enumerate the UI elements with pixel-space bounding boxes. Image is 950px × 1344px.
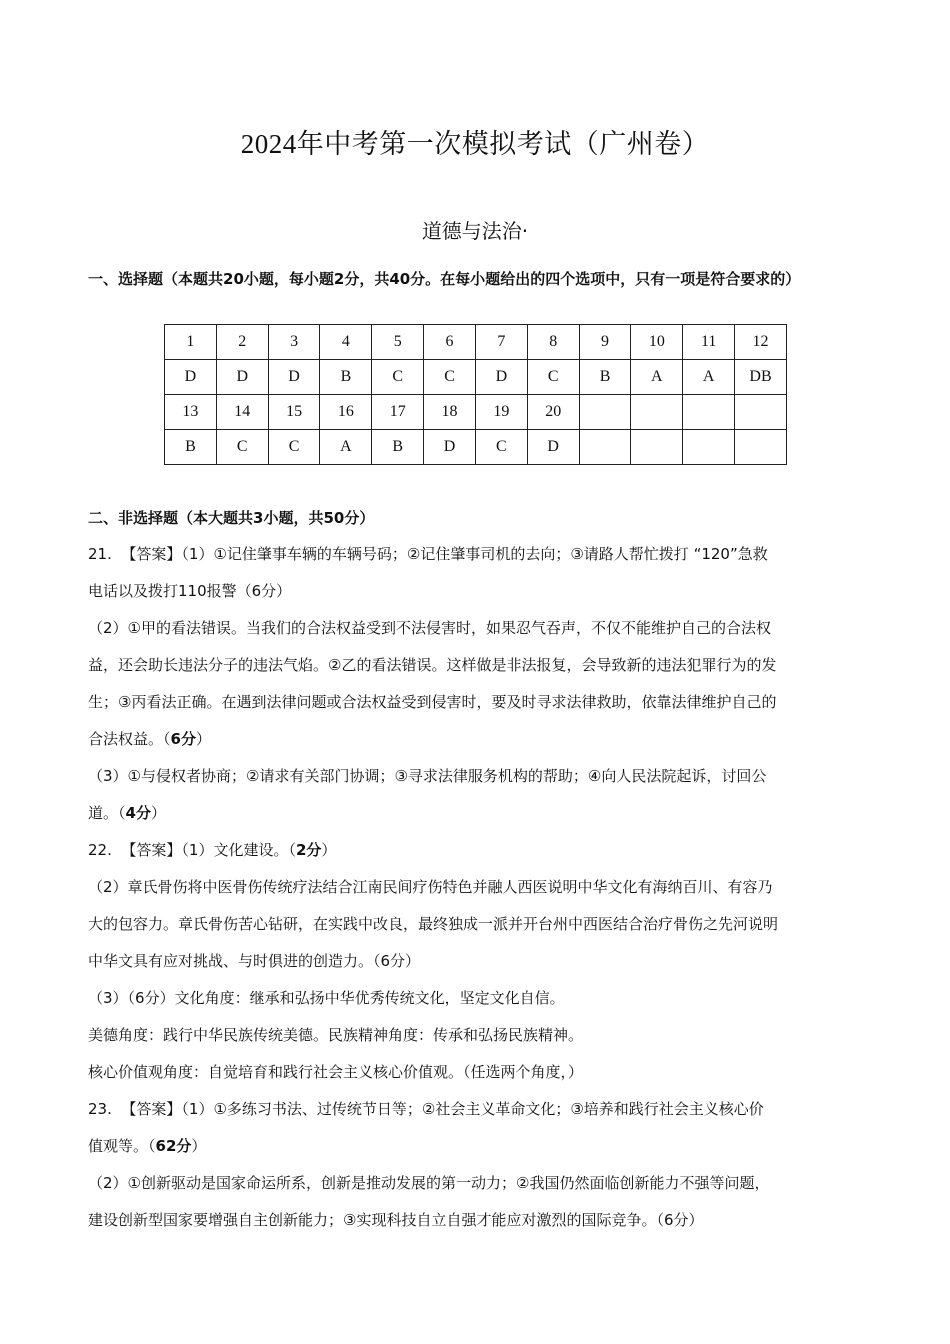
answer-table-cell: 2 bbox=[216, 325, 268, 360]
q21-line-7: （3）①与侵权者协商；②请求有关部门协调；③寻求法律服务机构的帮助；④向人民法院起诉，讨回公 bbox=[88, 767, 767, 785]
q21-line-4: 益，还会助长违法分子的违法气焰。②乙的看法错误。这样做是非法报复，会导致新的违法犯罪行为的发 bbox=[88, 656, 777, 674]
q23-p1b-end: ） bbox=[191, 1137, 207, 1155]
q23-line-4: 建设创新型国家要增强自主创新能力；③实现科技自立自强才能应对激烈的国际竞争。（6分） bbox=[88, 1211, 704, 1229]
answer-table-cell: 14 bbox=[216, 395, 268, 430]
q22-tag: 【答案】 bbox=[121, 841, 182, 859]
answer-table-cell: A bbox=[320, 430, 372, 465]
answer-table-cell: DB bbox=[735, 360, 787, 395]
q22-p1-end: ） bbox=[321, 841, 337, 859]
answer-table-cell: 11 bbox=[683, 325, 735, 360]
answer-table-cell: D bbox=[475, 360, 527, 395]
answer-table-cell: B bbox=[579, 360, 631, 395]
q22-line-7: 核心价值观角度：自觉培育和践行社会主义核心价值观。（任选两个角度，） bbox=[88, 1063, 584, 1081]
answer-table-cell bbox=[683, 395, 735, 430]
answer-table-cell bbox=[631, 430, 683, 465]
q22-line-5: （3）（6分）文化角度：继承和弘扬中华优秀传统文化，坚定文化自信。 bbox=[88, 989, 565, 1007]
q23-line-1 bbox=[88, 1091, 868, 1128]
answer-table-cell bbox=[735, 395, 787, 430]
answer-table-cell: D bbox=[527, 430, 579, 465]
answer-table-cell bbox=[579, 430, 631, 465]
q21-line-2: 电话以及拨打110报警（6分） bbox=[88, 582, 292, 600]
answer-table-cell: 13 bbox=[165, 395, 217, 430]
q22-line-2: （2）章氏骨伤将中医骨伤传统疗法结合江南民间疗伤特色并融人西医说明中华文化有海纳百川、有容乃 bbox=[88, 878, 773, 896]
answer-table-cell: 10 bbox=[631, 325, 683, 360]
answer-table-cell bbox=[735, 430, 787, 465]
q21-tag: 【答案】 bbox=[121, 545, 182, 563]
answer-table-cell: A bbox=[631, 360, 683, 395]
answer-table-cell: D bbox=[216, 360, 268, 395]
answer-table-cell: D bbox=[165, 360, 217, 395]
q21-line-3: （2）①甲的看法错误。当我们的合法权益受到不法侵害时，如果忍气吞声，不仅不能维护自己的合法权 bbox=[88, 619, 771, 637]
answer-table-cell: 7 bbox=[475, 325, 527, 360]
answer-table bbox=[164, 324, 787, 465]
q21-p3b-score: 4分 bbox=[125, 804, 151, 822]
answer-table-cell: C bbox=[372, 360, 424, 395]
q23-tag: 【答案】 bbox=[121, 1100, 182, 1118]
answer-table-cell: 9 bbox=[579, 325, 631, 360]
q21-line-5: 生；③丙看法正确。在遇到法律问题或合法权益受到侵害时，要及时寻求法律救助，依靠法律维护自己的 bbox=[88, 693, 777, 711]
page-title: 2024年中考第一次模拟考试（广州卷） bbox=[240, 129, 710, 159]
answer-table-cell: C bbox=[475, 430, 527, 465]
answer-table-cell: D bbox=[268, 360, 320, 395]
answer-table-cell: B bbox=[372, 430, 424, 465]
answer-table-row bbox=[165, 430, 787, 465]
q23-line-2 bbox=[88, 1128, 868, 1165]
answer-table-cell: A bbox=[683, 360, 735, 395]
q23-p1b: 值观等。（ bbox=[88, 1137, 156, 1155]
answer-table-cell: 5 bbox=[372, 325, 424, 360]
q23-line-3: （2）①创新驱动是国家命运所系，创新是推动发展的第一动力；②我国仍然面临创新能力不强等问题， bbox=[88, 1174, 770, 1192]
q22-p1-score: 2分 bbox=[295, 841, 322, 859]
q21-number: 21. bbox=[88, 545, 112, 563]
q22-line-4: 中华文具有应对挑战、与时俱进的创造力。（6分） bbox=[88, 952, 421, 970]
q23-number: 23. bbox=[88, 1100, 112, 1118]
answer-table-cell: B bbox=[165, 430, 217, 465]
q22-line-1 bbox=[88, 832, 868, 869]
answer-table-cell: C bbox=[268, 430, 320, 465]
answer-table-cell: 16 bbox=[320, 395, 372, 430]
q22-number: 22. bbox=[88, 841, 112, 859]
answer-table-cell bbox=[579, 395, 631, 430]
q21-line-8 bbox=[88, 795, 868, 832]
q21-p2d: 合法权益。（ bbox=[88, 730, 171, 748]
answer-table-cell: 3 bbox=[268, 325, 320, 360]
q22-p1: （1）文化建设。（ bbox=[181, 841, 296, 859]
answer-table-cell: 8 bbox=[527, 325, 579, 360]
answer-table-cell: 6 bbox=[424, 325, 476, 360]
answer-table-cell: 1 bbox=[165, 325, 217, 360]
answer-table-cell bbox=[631, 395, 683, 430]
answer-table-cell: 4 bbox=[320, 325, 372, 360]
q21-p3b: 道。（ bbox=[88, 804, 126, 822]
answer-table-cell: B bbox=[320, 360, 372, 395]
q21-p1a: （1）①记住肇事车辆的车辆号码；②记住肇事司机的去向；③请路人帮忙拨打 “120”急救 bbox=[181, 545, 768, 563]
answer-table-row bbox=[165, 395, 787, 430]
answers-content bbox=[88, 536, 868, 1239]
answer-table-cell: C bbox=[216, 430, 268, 465]
q21-line-1 bbox=[88, 536, 868, 573]
q23-p1b-score: 62分 bbox=[155, 1137, 192, 1155]
q21-p2d-score: 6分 bbox=[170, 730, 196, 748]
section2-heading: 二、非选择题（本大题共3小题，共50分） bbox=[88, 509, 375, 527]
answer-table-cell: 15 bbox=[268, 395, 320, 430]
q21-p3b-end: ） bbox=[150, 804, 166, 822]
q21-line-6 bbox=[88, 721, 868, 758]
answer-table-cell: 17 bbox=[372, 395, 424, 430]
section1-heading: 一、选择题（本题共20小题，每小题2分，共40分。在每小题给出的四个选项中，只有一项是符合要求的） bbox=[88, 270, 801, 288]
subject-title: 道德与法治· bbox=[421, 219, 529, 243]
answer-table-cell: 12 bbox=[735, 325, 787, 360]
answer-table-cell: C bbox=[527, 360, 579, 395]
answer-table-cell: 18 bbox=[424, 395, 476, 430]
answer-table-row bbox=[165, 325, 787, 360]
q23-p1a: （1）①多练习书法、过传统节日等；②社会主义革命文化；③培养和践行社会主义核心价 bbox=[181, 1100, 764, 1118]
answer-table-cell: 19 bbox=[475, 395, 527, 430]
answer-table-cell: 20 bbox=[527, 395, 579, 430]
answer-table-cell: C bbox=[424, 360, 476, 395]
q21-p2d-end: ） bbox=[195, 730, 211, 748]
q22-line-6: 美德角度：践行中华民族传统美德。民族精神角度：传承和弘扬民族精神。 bbox=[88, 1026, 584, 1044]
q22-line-3: 大的包容力。章氏骨伤苦心钻研，在实践中改良，最终独成一派并开台州中西医结合治疗骨伤之先河说明 bbox=[88, 915, 779, 933]
answer-table-cell: D bbox=[424, 430, 476, 465]
answer-table-row bbox=[165, 360, 787, 395]
answer-table-cell bbox=[683, 430, 735, 465]
